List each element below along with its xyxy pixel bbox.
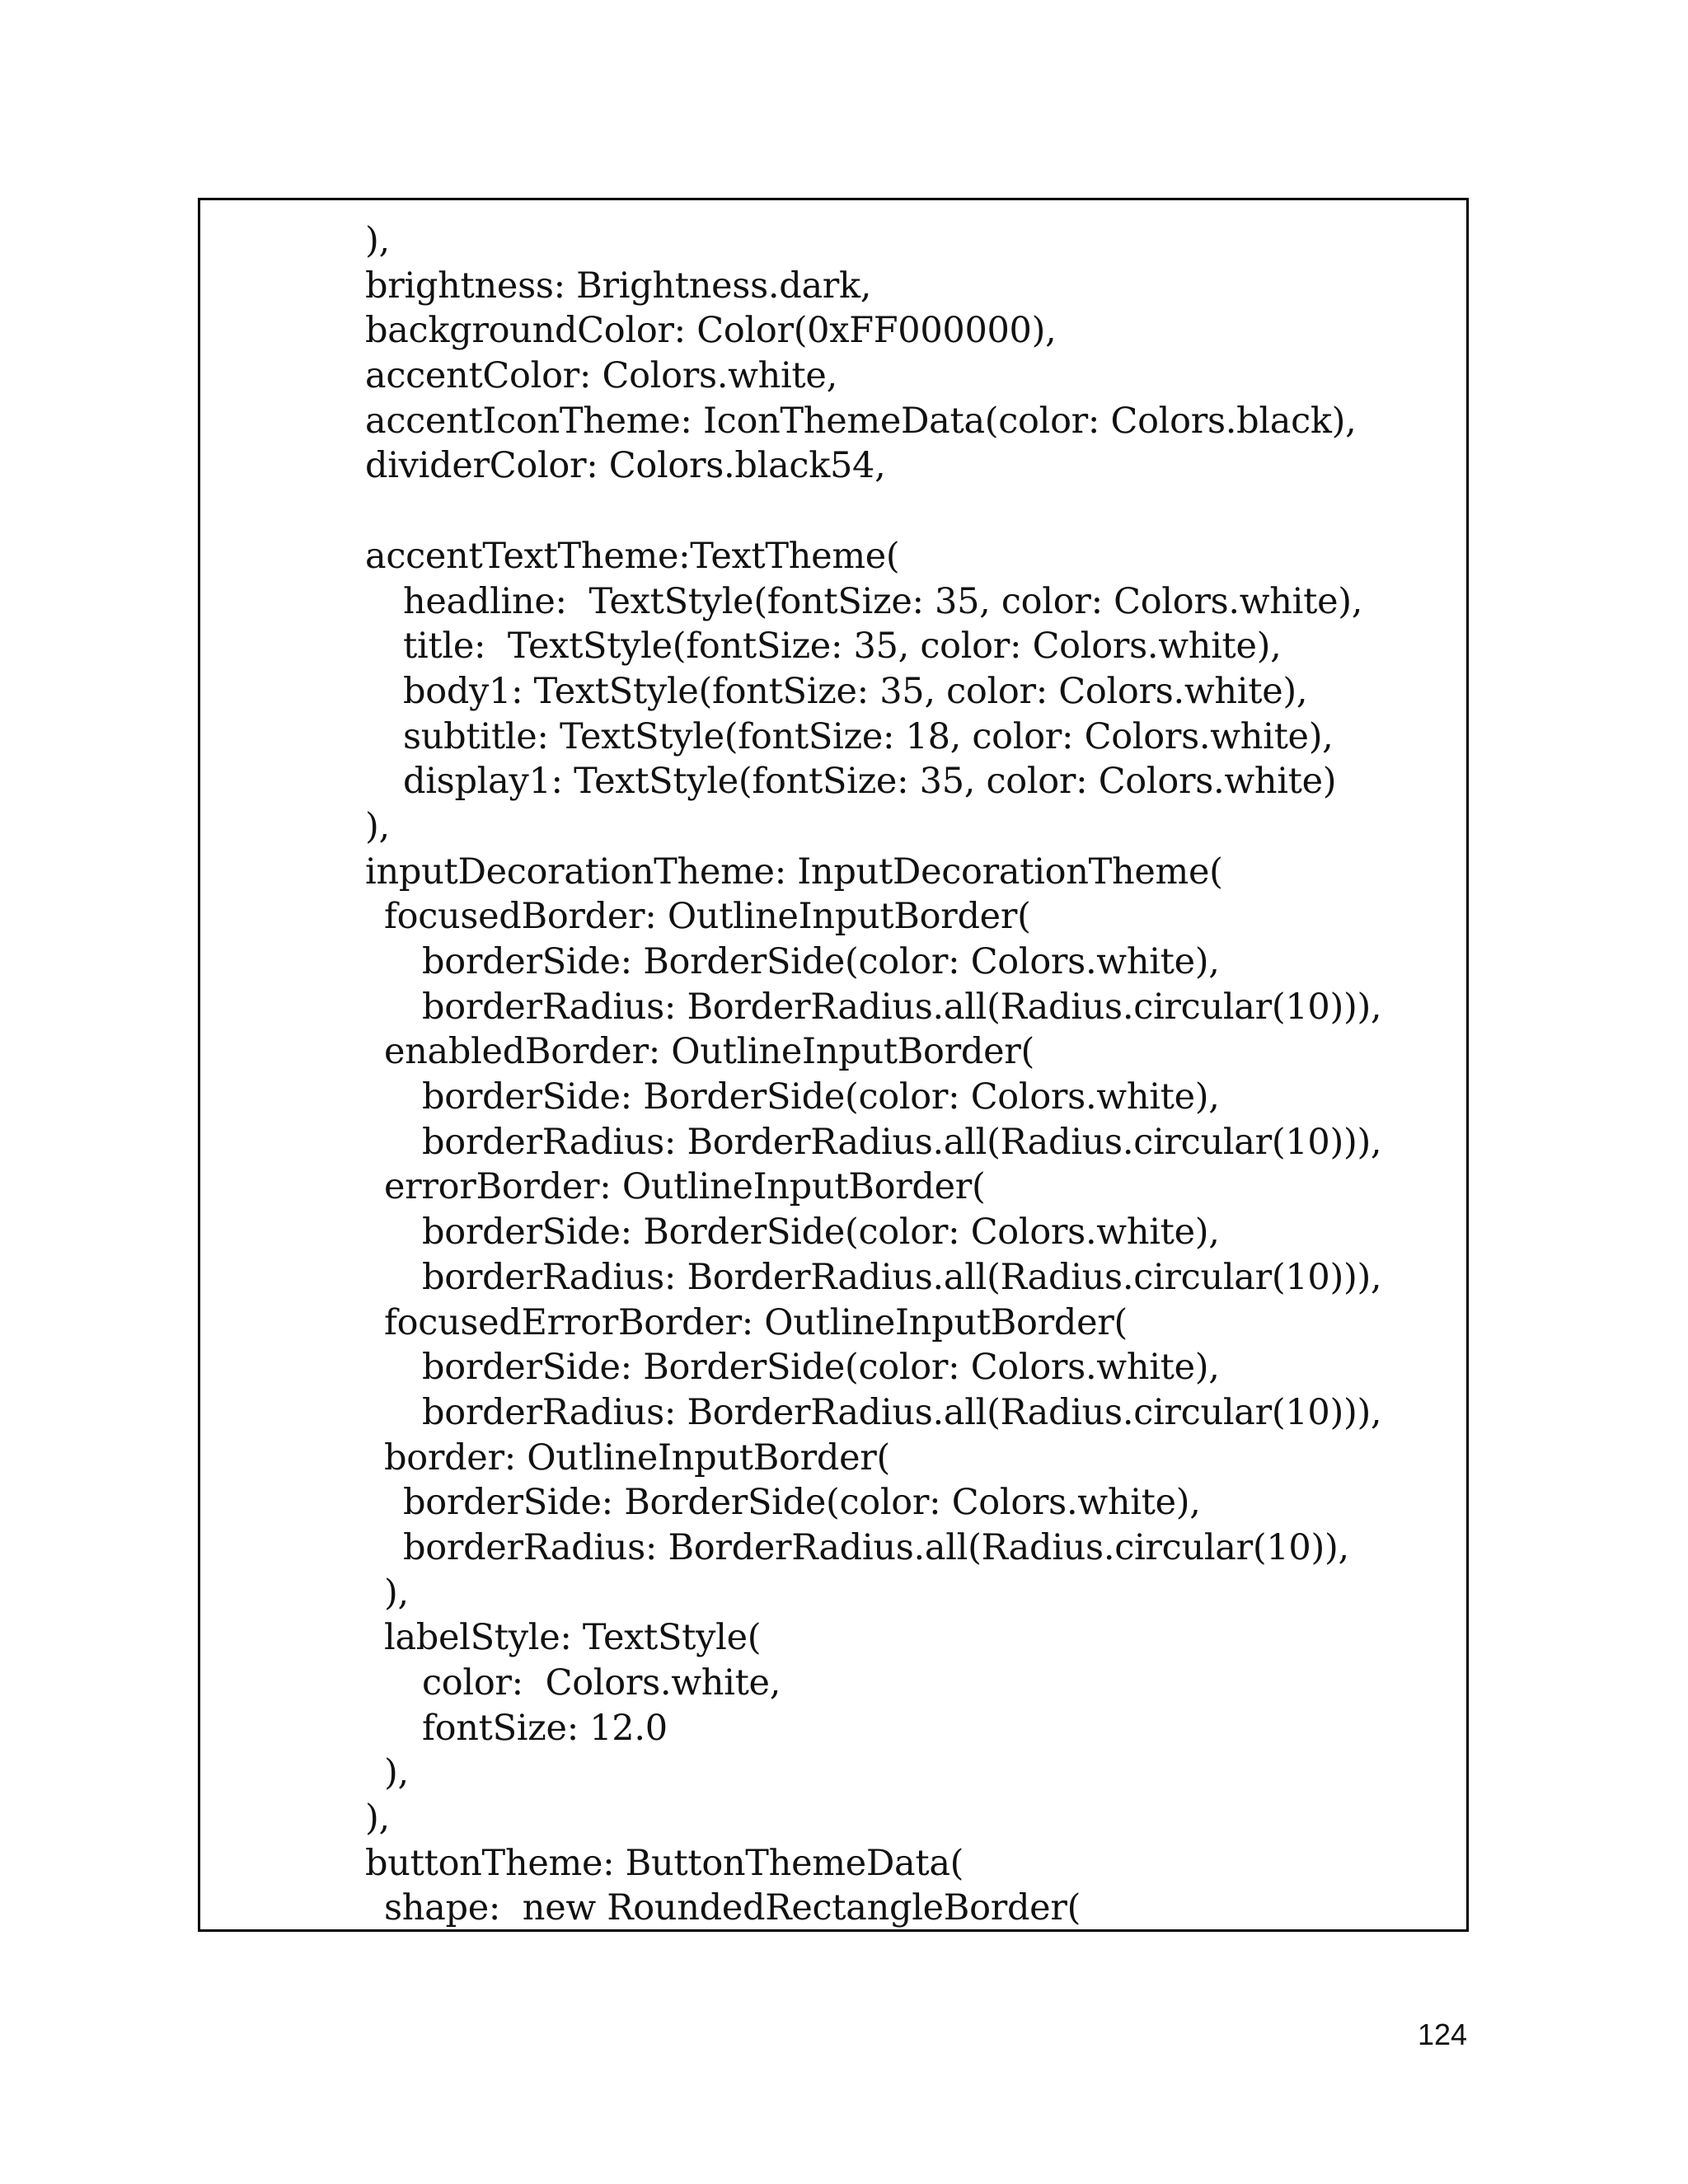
- code-line: accentIconTheme: IconThemeData(color: Colors.black),: [365, 400, 1357, 442]
- code-line: focusedBorder: OutlineInputBorder(: [384, 896, 1031, 938]
- code-line: borderRadius: BorderRadius.all(Radius.circular(10))),: [422, 1256, 1382, 1298]
- code-line: borderSide: BorderSide(color: Colors.white),: [403, 1482, 1201, 1524]
- code-line: borderSide: BorderSide(color: Colors.white),: [422, 1212, 1220, 1254]
- code-line: accentColor: Colors.white,: [365, 355, 837, 397]
- code-line: shape: new RoundedRectangleBorder(: [384, 1887, 1081, 1929]
- code-line: ),: [384, 1752, 409, 1794]
- code-line: borderSide: BorderSide(color: Colors.white),: [422, 1076, 1220, 1118]
- code-line: accentTextTheme:TextTheme(: [365, 535, 900, 577]
- code-line: fontSize: 12.0: [422, 1707, 668, 1749]
- code-line: dividerColor: Colors.black54,: [365, 445, 886, 487]
- code-line: subtitle: TextStyle(fontSize: 18, color: Colors.white),: [403, 715, 1334, 757]
- code-line: headline: TextStyle(fontSize: 35, color: Colors.white),: [403, 580, 1363, 622]
- code-line: buttonTheme: ButtonThemeData(: [365, 1842, 964, 1884]
- code-line: borderRadius: BorderRadius.all(Radius.circular(10))),: [422, 1391, 1382, 1433]
- code-line: ),: [365, 805, 390, 847]
- code-listing-box: [198, 198, 1469, 1932]
- code-line: borderRadius: BorderRadius.all(Radius.circular(10))),: [422, 986, 1382, 1028]
- code-line: brightness: Brightness.dark,: [365, 265, 872, 307]
- code-line: ),: [384, 1572, 409, 1614]
- code-line: borderRadius: BorderRadius.all(Radius.circular(10))),: [422, 1121, 1382, 1163]
- code-line: labelStyle: TextStyle(: [384, 1617, 762, 1659]
- code-line: borderSide: BorderSide(color: Colors.white),: [422, 1347, 1220, 1389]
- code-line: border: OutlineInputBorder(: [384, 1436, 890, 1479]
- code-line: body1: TextStyle(fontSize: 35, color: Colors.white),: [403, 670, 1308, 712]
- code-listing: [200, 218, 1466, 1931]
- code-line: focusedErrorBorder: OutlineInputBorder(: [384, 1301, 1128, 1343]
- code-line: ),: [365, 220, 390, 261]
- code-line: errorBorder: OutlineInputBorder(: [384, 1166, 986, 1208]
- page-number: 124: [1418, 2018, 1468, 2051]
- code-line: inputDecorationTheme: InputDecorationTheme(: [365, 851, 1223, 893]
- code-line: display1: TextStyle(fontSize: 35, color: Colors.white): [403, 761, 1337, 803]
- code-line: color: Colors.white,: [422, 1662, 781, 1704]
- code-line: borderSide: BorderSide(color: Colors.white),: [422, 941, 1220, 982]
- code-line: borderRadius: BorderRadius.all(Radius.circular(10)),: [403, 1526, 1349, 1568]
- code-line: title: TextStyle(fontSize: 35, color: Colors.white),: [403, 626, 1282, 668]
- code-line: backgroundColor: Color(0xFF000000),: [365, 310, 1057, 352]
- code-line: enabledBorder: OutlineInputBorder(: [384, 1031, 1034, 1073]
- code-line: [200, 489, 1466, 534]
- code-line: ),: [365, 1797, 390, 1840]
